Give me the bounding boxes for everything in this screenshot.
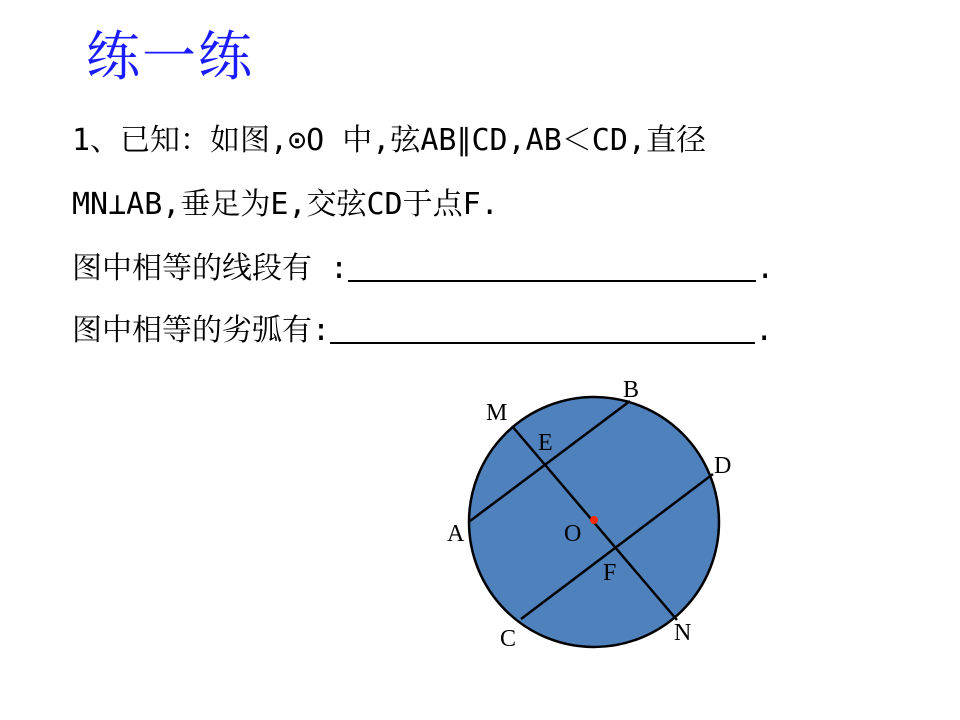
label-o: O: [564, 521, 582, 547]
slide-title: 练一练: [86, 25, 254, 88]
answer-blank-segments: [348, 252, 756, 282]
label-c: C: [500, 626, 517, 652]
problem-line-1: 1、已知：如图,⊙O 中,弦AB∥CD,AB＜CD,直径: [72, 123, 706, 158]
label-a: A: [447, 521, 465, 547]
question-equal-arcs: [72, 314, 773, 346]
label-m: M: [486, 400, 508, 426]
label-f: F: [603, 560, 617, 586]
label-b: B: [623, 377, 640, 403]
problem-line-2: MN⊥AB,垂足为E,交弦CD于点F.: [72, 187, 499, 222]
label-e: E: [538, 430, 553, 456]
label-d: D: [714, 453, 732, 479]
question-equal-arcs-end: .: [755, 313, 774, 348]
question-equal-arcs-label: 图中相等的劣弧有:: [72, 313, 331, 348]
question-equal-segments-label: 图中相等的线段有 :: [72, 251, 349, 286]
circle-figure: [440, 372, 760, 672]
answer-blank-arcs: [330, 314, 755, 344]
circle-figure-svg: [440, 372, 760, 672]
question-equal-segments: [72, 252, 774, 284]
question-equal-segments-end: .: [756, 251, 775, 286]
center-point-o: [590, 516, 598, 524]
label-n: N: [674, 620, 692, 646]
